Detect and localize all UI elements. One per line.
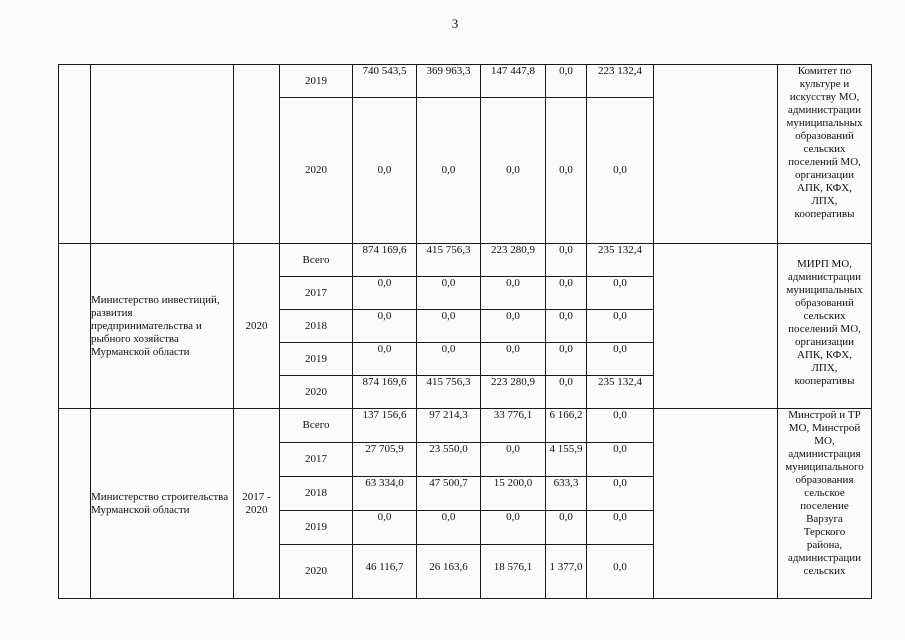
table-row <box>59 409 872 443</box>
year-cell: 2020 <box>280 98 353 244</box>
result-cell <box>654 65 778 244</box>
result-cell <box>654 409 778 599</box>
value-cell: 15 200,0 <box>481 477 546 511</box>
value-cell: 26 163,6 <box>417 545 481 599</box>
value-cell: 415 756,3 <box>417 376 481 409</box>
value-cell: 147 447,8 <box>481 65 546 98</box>
value-cell: 0,0 <box>417 310 481 343</box>
value-cell: 0,0 <box>481 343 546 376</box>
organization-cell <box>91 65 234 244</box>
value-cell: 63 334,0 <box>353 477 417 511</box>
year-cell: 2019 <box>280 511 353 545</box>
organization-cell: Министерство инвестиций, развития предпринимательства и рыбного хозяйства Мурманской области <box>91 244 234 409</box>
responsible-cell: Комитет по культуре и искусству МО, администрации муниципальных образований сельских поселений МО, организации АПК, КФХ, ЛПХ, кооперативы <box>778 65 872 244</box>
value-cell: 369 963,3 <box>417 65 481 98</box>
responsible-cell: Минстрой и ТР МО, Минстрой МО, администрация муниципального образования сельское поселение Варзуга Терского района, администрации сельских <box>778 409 872 599</box>
value-cell: 6 166,2 <box>546 409 587 443</box>
value-cell: 235 132,4 <box>587 244 654 277</box>
value-cell: 97 214,3 <box>417 409 481 443</box>
period-cell: 2020 <box>234 244 280 409</box>
value-cell: 0,0 <box>417 98 481 244</box>
responsible-cell: МИРП МО, администрации муниципальных образований сельских поселений МО, организации АПК, КФХ, ЛПХ, кооперативы <box>778 244 872 409</box>
value-cell: 415 756,3 <box>417 244 481 277</box>
value-cell: 0,0 <box>417 277 481 310</box>
value-cell: 0,0 <box>587 98 654 244</box>
budget-table <box>58 64 872 599</box>
value-cell: 0,0 <box>546 98 587 244</box>
organization-cell: Министерство строительства Мурманской области <box>91 409 234 599</box>
period-cell <box>234 65 280 244</box>
value-cell: 740 543,5 <box>353 65 417 98</box>
value-cell: 633,3 <box>546 477 587 511</box>
value-cell: 0,0 <box>546 65 587 98</box>
row-number-cell <box>59 65 91 244</box>
year-cell: 2019 <box>280 343 353 376</box>
value-cell: 0,0 <box>587 545 654 599</box>
value-cell: 0,0 <box>481 310 546 343</box>
value-cell: 0,0 <box>353 310 417 343</box>
value-cell: 0,0 <box>546 343 587 376</box>
year-cell: 2020 <box>280 545 353 599</box>
table-row <box>59 244 872 277</box>
page-number: 3 <box>451 16 459 31</box>
table-row <box>59 65 872 98</box>
value-cell: 0,0 <box>546 277 587 310</box>
year-cell: Всего <box>280 244 353 277</box>
value-cell: 0,0 <box>417 511 481 545</box>
value-cell: 223 132,4 <box>587 65 654 98</box>
year-cell: 2018 <box>280 310 353 343</box>
value-cell: 0,0 <box>481 98 546 244</box>
value-cell: 0,0 <box>587 343 654 376</box>
year-cell: 2018 <box>280 477 353 511</box>
year-cell: 2017 <box>280 277 353 310</box>
value-cell: 0,0 <box>481 443 546 477</box>
value-cell: 0,0 <box>481 511 546 545</box>
year-cell: Всего <box>280 409 353 443</box>
value-cell: 0,0 <box>587 310 654 343</box>
year-cell: 2017 <box>280 443 353 477</box>
value-cell: 1 377,0 <box>546 545 587 599</box>
value-cell: 0,0 <box>546 310 587 343</box>
value-cell: 0,0 <box>481 277 546 310</box>
value-cell: 235 132,4 <box>587 376 654 409</box>
value-cell: 874 169,6 <box>353 376 417 409</box>
value-cell: 33 776,1 <box>481 409 546 443</box>
value-cell: 18 576,1 <box>481 545 546 599</box>
row-number-cell <box>59 409 91 599</box>
value-cell: 0,0 <box>546 244 587 277</box>
value-cell: 874 169,6 <box>353 244 417 277</box>
value-cell: 0,0 <box>353 511 417 545</box>
value-cell: 47 500,7 <box>417 477 481 511</box>
value-cell: 0,0 <box>587 409 654 443</box>
value-cell: 23 550,0 <box>417 443 481 477</box>
value-cell: 0,0 <box>417 343 481 376</box>
value-cell: 0,0 <box>587 477 654 511</box>
value-cell: 223 280,9 <box>481 244 546 277</box>
value-cell: 0,0 <box>546 376 587 409</box>
value-cell: 223 280,9 <box>481 376 546 409</box>
value-cell: 4 155,9 <box>546 443 587 477</box>
year-cell: 2019 <box>280 65 353 98</box>
value-cell: 0,0 <box>353 98 417 244</box>
value-cell: 0,0 <box>587 443 654 477</box>
value-cell: 0,0 <box>353 277 417 310</box>
value-cell: 46 116,7 <box>353 545 417 599</box>
value-cell: 0,0 <box>546 511 587 545</box>
value-cell: 0,0 <box>587 511 654 545</box>
value-cell: 0,0 <box>353 343 417 376</box>
year-cell: 2020 <box>280 376 353 409</box>
period-cell: 2017 - 2020 <box>234 409 280 599</box>
row-number-cell <box>59 244 91 409</box>
result-cell <box>654 244 778 409</box>
value-cell: 27 705,9 <box>353 443 417 477</box>
value-cell: 137 156,6 <box>353 409 417 443</box>
value-cell: 0,0 <box>587 277 654 310</box>
